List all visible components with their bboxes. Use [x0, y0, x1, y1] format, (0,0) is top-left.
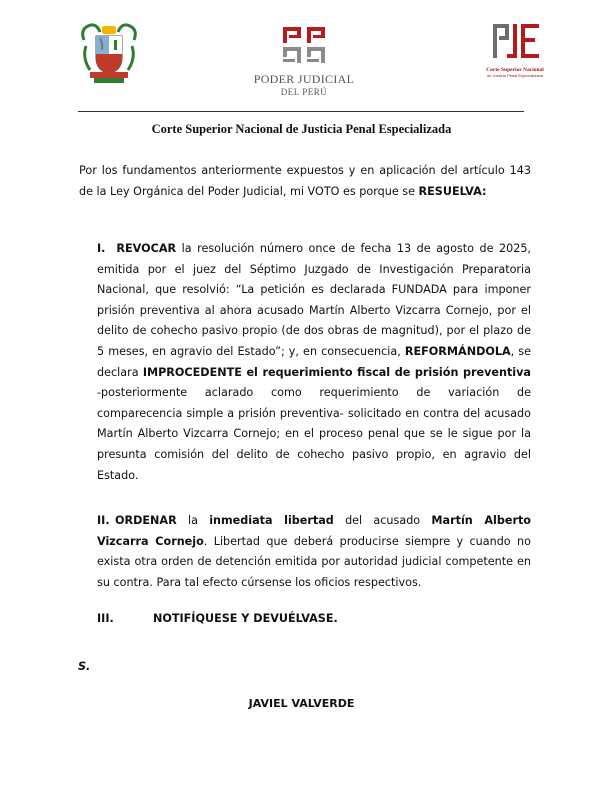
section-i-text-1: la resolución número once de fecha 13 de agosto de 2025, emitida por el juez del Séptimo Juzgado de Investigación Preparatoria Nacional, que resolvió: “La petición es declarada FUNDADA para imponer prisión preventiva al ahora acusado Martín Alberto Vizcarra Cornejo, por el delito de cohecho pasivo propio (de dos obras de magnitud), por el plazo de 5 meses, en agravio del Estado”; y, en consecuencia,	[97, 242, 531, 358]
intro-text: Por los fundamentos anteriormente expuestos y en aplicación del artículo 143 de la Ley Orgánica del Poder Judicial, mi VOTO es porque se	[79, 164, 531, 198]
logo-right-text-1: Corte Superior Nacional	[486, 67, 544, 73]
section-i-verb: REVOCAR	[116, 242, 177, 255]
section-ii-accused-name: Martín Alberto Vizcarra Cornejo	[97, 514, 531, 548]
header-divider	[78, 111, 524, 112]
corte-superior-logo	[474, 22, 556, 80]
intro-paragraph	[79, 161, 531, 202]
section-i-numeral: I.	[97, 242, 106, 255]
section-i-improcedente: IMPROCEDENTE el requerimiento fiscal de prisión preventiva	[142, 365, 531, 379]
intro-resuelva: RESUELVA:	[418, 184, 487, 198]
section-i-paragraph	[97, 239, 531, 486]
section-i-text-3: -posteriormente aclarado como requerimiento de variación de comparecencia simple a prisión preventiva- solicitado en contra del acusado Martín Alberto Vizcarra Cornejo; en el proceso penal que se le sigue por la presunta comisión del delito de cohecho pasivo propio, en agravio del Estado.	[97, 386, 531, 482]
section-ii-text-3: . Libertad que deberá producirse siempre y cuando no exista otra orden de detención emitida por autoridad judicial competente en su contra. Para tal efecto cúrsense los oficios respectivos.	[97, 534, 531, 589]
coat-of-arms-logo	[78, 18, 140, 88]
logo-right-text-2: de Justicia Penal Especializada	[486, 73, 544, 78]
section-ii-inmediata-libertad: inmediata libertad	[209, 514, 334, 527]
section-ii-numeral: II.	[97, 514, 110, 527]
s-mark: S.	[78, 660, 91, 673]
court-title: Corte Superior Nacional de Justicia Penal Especializada	[151, 122, 452, 136]
poder-judicial-logo	[248, 25, 360, 97]
section-iii-paragraph	[97, 609, 531, 630]
logo-center-sub-text: DEL PERÚ	[280, 87, 328, 97]
section-i-text-2: , se declara	[97, 344, 532, 379]
section-iii-text: NOTIFÍQUESE Y DEVUÉLVASE.	[153, 612, 338, 625]
section-ii-verb: ORDENAR	[115, 514, 177, 527]
section-i-reformandola: REFORMÁNDOLA	[404, 344, 511, 358]
section-ii-text-2: del acusado	[333, 514, 432, 527]
logo-center-main-text: PODER JUDICIAL	[253, 72, 355, 86]
section-iii-numeral: III.	[97, 612, 114, 625]
signer-name: JAVIEL VALVERDE	[248, 697, 355, 710]
section-ii-text-1: la	[176, 514, 210, 527]
section-ii-paragraph	[97, 511, 531, 593]
